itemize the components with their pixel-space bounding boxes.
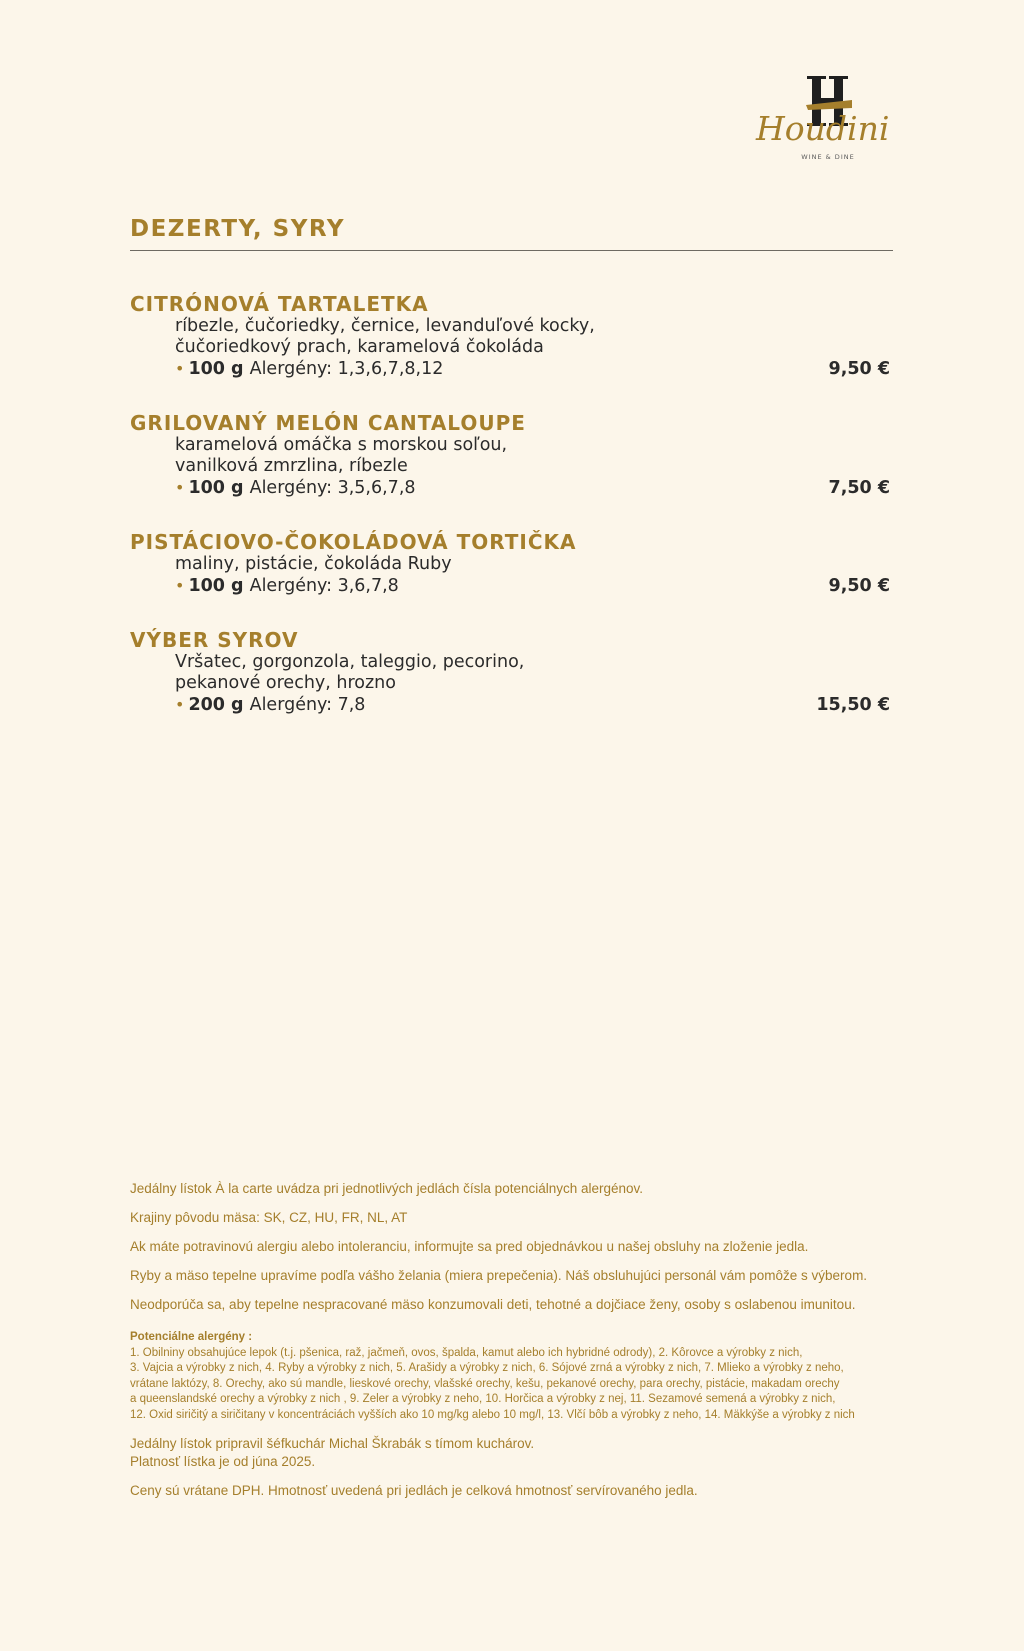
note-line: Jedálny lístok À la carte uvádza pri jednotlivých jedlách čísla potenciálnych alergénov. <box>130 1181 644 1196</box>
item-description-line: maliny, pistácie, čokoláda Ruby <box>175 554 452 574</box>
item-allergens: Alergény: 1,3,6,7,8,12 <box>249 359 444 379</box>
logo-graphic <box>752 70 908 166</box>
item-name: GRILOVANÝ MELÓN CANTALOUPE <box>130 411 526 435</box>
bullet-icon: • <box>175 695 185 714</box>
item-description <box>175 435 893 477</box>
menu-item <box>130 530 893 597</box>
item-allergens: Alergény: 3,5,6,7,8 <box>249 478 416 498</box>
allergens-line: 12. Oxid siričitý a siričitany v koncentráciách vyšších ako 10 mg/kg alebo 10 mg/l, 13. Vlčí bôb a výrobky z neho, 14. Mäkkýše a výrobky z nich <box>130 1408 855 1421</box>
item-meta <box>175 477 893 499</box>
item-price: 7,50 € <box>828 478 890 498</box>
author-line: Jedálny lístok pripravil šéfkuchár Michal Škrabák s tímom kuchárov. <box>130 1436 535 1451</box>
menu-item <box>130 628 893 716</box>
item-price: 15,50 € <box>816 695 890 715</box>
menu-item <box>130 411 893 499</box>
footer-notes <box>130 1180 910 1500</box>
item-allergens: Alergény: 7,8 <box>249 695 366 715</box>
allergens-line: a queenslandské orechy a výrobky z nich , 9. Zeler a výrobky z neho, 10. Horčica a výrobky z nej, 11. Sezamové semená a výrobky z nich, <box>130 1393 836 1405</box>
allergens-line: 1. Obilniny obsahujúce lepok (t.j. pšenica, raž, jačmeň, ovos, špalda, kamut alebo ich hybridné odrody), 2. Kôrovce a výrobky z nich, <box>130 1346 803 1359</box>
allergens-legend <box>130 1330 910 1423</box>
item-price: 9,50 € <box>828 359 890 379</box>
item-weight: 200 g <box>188 695 244 715</box>
item-price: 9,50 € <box>828 576 890 596</box>
prices-note: Ceny sú vrátane DPH. Hmotnosť uvedená pri jedlách je celková hmotnosť servírovaného jedla. <box>130 1483 698 1498</box>
item-meta <box>175 575 893 597</box>
section-title: DEZERTY, SYRY <box>130 216 345 242</box>
author-note <box>130 1435 910 1471</box>
note-line: Neodporúča sa, aby tepelne nespracované mäso konzumovali deti, tehotné a dojčiace ženy, osoby s oslabenou imunitou. <box>130 1297 856 1312</box>
item-description-line: čučoriedkový prach, karamelová čokoláda <box>175 337 544 357</box>
logo-wordmark: Houdini <box>756 109 890 148</box>
menu-item <box>130 292 893 380</box>
logo-tagline: WINE & DINE <box>801 153 855 161</box>
item-description-line: Vršatec, gorgonzola, taleggio, pecorino, <box>175 652 525 672</box>
bullet-icon: • <box>175 478 185 497</box>
item-name: VÝBER SYROV <box>130 628 299 652</box>
item-weight: 100 g <box>188 478 244 498</box>
item-description <box>175 316 893 358</box>
item-weight: 100 g <box>188 576 244 596</box>
item-description-line: ríbezle, čučoriedky, černice, levanduľové kocky, <box>175 316 595 336</box>
item-name: PISTÁCIOVO-ČOKOLÁDOVÁ TORTIČKA <box>130 530 577 554</box>
item-allergens: Alergény: 3,6,7,8 <box>249 576 399 596</box>
item-description-line: vanilková zmrzlina, ríbezle <box>175 456 408 476</box>
validity-line: Platnosť lístka je od júna 2025. <box>130 1454 316 1469</box>
section-divider <box>130 250 893 251</box>
item-meta <box>175 694 893 716</box>
allergens-line: 3. Vajcia a výrobky z nich, 4. Ryby a výrobky z nich, 5. Arašidy a výrobky z nich, 6. Sójové zrná a výrobky z nich, 7. Mlieko a výrobky z neho, <box>130 1362 844 1374</box>
houdini-logo <box>752 70 908 166</box>
item-description <box>175 554 893 575</box>
item-description-line: karamelová omáčka s morskou soľou, <box>175 435 508 455</box>
allergens-line: vrátane laktózy, 8. Orechy, ako sú mandle, lieskové orechy, vlašské orechy, kešu, pekanové orechy, para orechy, pistácie, makadam orechy <box>130 1377 840 1390</box>
note-line: Ryby a mäso tepelne upravíme podľa vášho želania (miera prepečenia). Náš obsluhujúci personál vám pomôže s výberom. <box>130 1268 868 1283</box>
bullet-icon: • <box>175 359 185 378</box>
allergens-title: Potenciálne alergény : <box>130 1331 253 1343</box>
bullet-icon: • <box>175 576 185 595</box>
item-name: CITRÓNOVÁ TARTALETKA <box>130 292 429 316</box>
item-description-line: pekanové orechy, hrozno <box>175 673 396 693</box>
item-description <box>175 652 893 694</box>
note-line: Ak máte potravinovú alergiu alebo intoleranciu, informujte sa pred objednávkou u našej obsluhy na zloženie jedla. <box>130 1239 809 1254</box>
item-weight: 100 g <box>188 359 244 379</box>
item-meta <box>175 358 893 380</box>
note-line: Krajiny pôvodu mäsa: SK, CZ, HU, FR, NL, AT <box>130 1210 408 1225</box>
